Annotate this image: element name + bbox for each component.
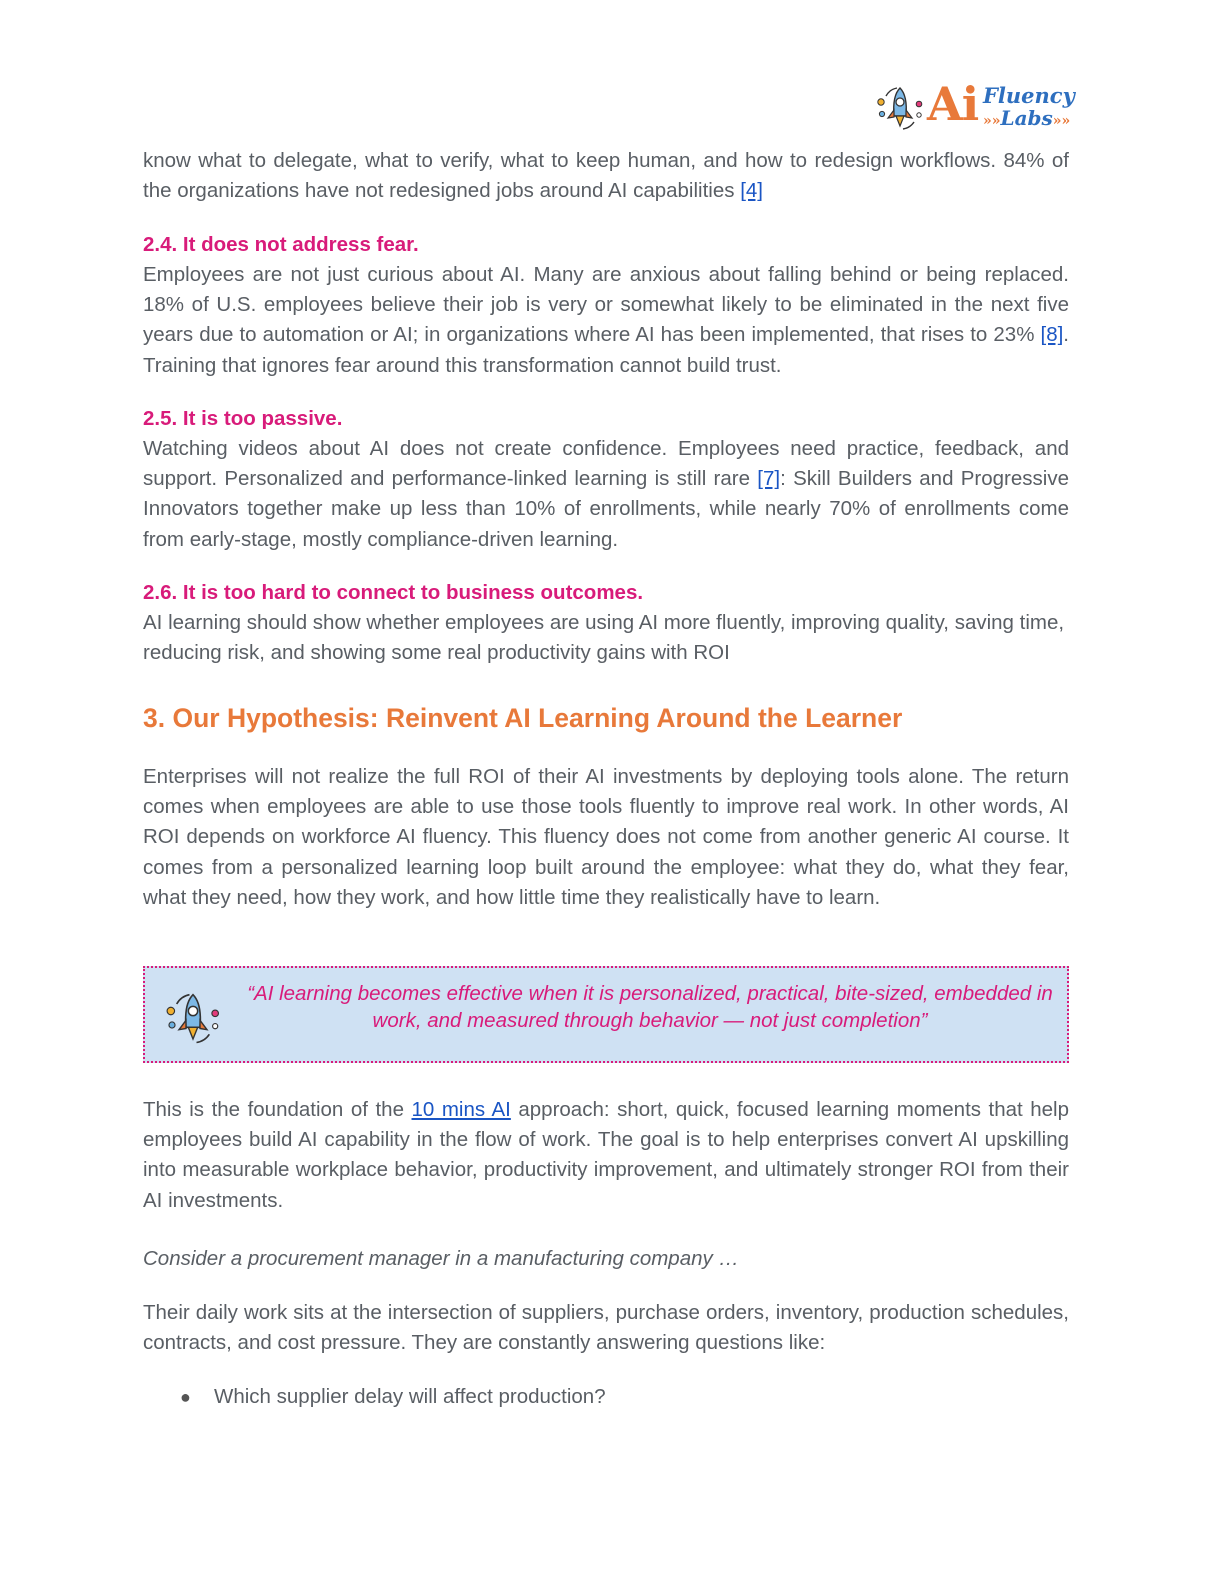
section-2-5-paragraph bbox=[143, 434, 1069, 555]
brand-logo bbox=[875, 77, 1075, 135]
reference-link-4[interactable]: [4] bbox=[740, 179, 763, 203]
section-2-4 bbox=[143, 230, 1069, 381]
section-2-4-text-end: . Training that ignores fear around this transformation cannot build trust. bbox=[143, 323, 1069, 377]
intro-block bbox=[143, 146, 1069, 206]
section-3-paragraph-2 bbox=[143, 1095, 1069, 1216]
section-2-5 bbox=[143, 404, 1069, 555]
quote-text: “AI learning becomes effective when it is personalized, practical, bite-sized, embedded in work, and measured through behavior — not just completion” bbox=[247, 982, 1053, 1032]
section-2-4-title: 2.4. It does not address fear. bbox=[143, 233, 419, 256]
questions-list-block bbox=[143, 1382, 1069, 1412]
logo-fluency-text: Fluency bbox=[983, 83, 1075, 108]
section-2-4-text: Employees are not just curious about AI. Many are anxious about falling behind or being replaced. 18% of U.S. employees believe their job is very or somewhat likely to be eliminated in the next five years due to automation or AI; in organizations where AI has been implemented, that rises to 23% bbox=[143, 263, 1069, 347]
daily-work-paragraph: Their daily work sits at the intersection of suppliers, purchase orders, inventory, production schedules, contracts, and cost pressure. They are constantly answering questions like: bbox=[143, 1301, 1069, 1355]
rocket-icon bbox=[875, 84, 925, 132]
logo-labs-line bbox=[983, 106, 1070, 133]
reference-link-7[interactable]: [7] bbox=[757, 467, 781, 491]
rocket-icon bbox=[163, 990, 223, 1046]
section-2-6-paragraph: AI learning should show whether employees are using AI more fluently, improving quality, saving time, reducing risk, and showing some real productivity gains with ROI bbox=[143, 611, 1065, 665]
consider-paragraph: Consider a procurement manager in a manufacturing company … bbox=[143, 1247, 739, 1270]
section-2-4-paragraph bbox=[143, 260, 1069, 381]
logo-ai-text: Ai bbox=[927, 77, 979, 131]
foundation-text-end: approach: short, quick, focused learning moments that help employees build AI capability in the flow of work. The goal is to help enterprises convert AI upskilling into measurable workplace behavior, productivity improvement, and ultimately stronger ROI from their AI investments. bbox=[143, 1098, 1069, 1212]
section-3-paragraph-1: Enterprises will not realize the full ROI of their AI investments by deploying tools alone. The return comes when employees are able to use those tools fluently to improve real work. In other words, AI ROI depends on workforce AI fluency. This fluency does not come from another generic AI course. It comes from a personalized learning loop built around the employee: what they do, what they fear, what they need, how they work, and how little time they realistically have to learn. bbox=[143, 765, 1069, 909]
bullet-icon: ● bbox=[180, 1387, 191, 1407]
foundation-text: This is the foundation of the bbox=[143, 1098, 412, 1121]
section-3-foundation bbox=[143, 1095, 1069, 1216]
section-2-5-text: Watching videos about AI does not create confidence. Employees need practice, feedback, and support. Personalized and performance-linked learning is still rare bbox=[143, 437, 1069, 491]
ten-mins-ai-link[interactable]: 10 mins AI bbox=[411, 1098, 511, 1121]
logo-labs-text: Labs bbox=[1000, 106, 1053, 130]
section-3-header bbox=[143, 700, 1069, 736]
quote-callout bbox=[143, 966, 1069, 1063]
section-2-5-text-end: : Skill Builders and Progressive Innovators together make up less than 10% of enrollments, while nearly 70% of enrollments come from early-stage, mostly compliance-driven learning. bbox=[143, 467, 1069, 551]
section-2-5-title: 2.5. It is too passive. bbox=[143, 407, 343, 430]
section-3-intro bbox=[143, 762, 1069, 913]
intro-paragraph bbox=[143, 146, 1069, 206]
daily-work-block bbox=[143, 1298, 1069, 1358]
section-3-title: 3. Our Hypothesis: Reinvent AI Learning Around the Learner bbox=[143, 703, 903, 733]
list-item-text: Which supplier delay will affect production? bbox=[214, 1385, 606, 1408]
section-2-6 bbox=[143, 578, 1069, 668]
consider-block bbox=[143, 1244, 1069, 1274]
section-2-6-title: 2.6. It is too hard to connect to business outcomes. bbox=[143, 581, 644, 604]
list-item bbox=[143, 1382, 1069, 1412]
logo-chevrons-right: »» bbox=[1052, 113, 1071, 129]
logo-chevrons: »» bbox=[983, 113, 1001, 129]
intro-text: know what to delegate, what to verify, what to keep human, and how to redesign workflows. 84% of the organizations have not redesigned jobs around AI capabilities bbox=[143, 149, 1069, 203]
reference-link-8[interactable]: [8] bbox=[1040, 323, 1064, 347]
questions-list bbox=[143, 1382, 1069, 1412]
